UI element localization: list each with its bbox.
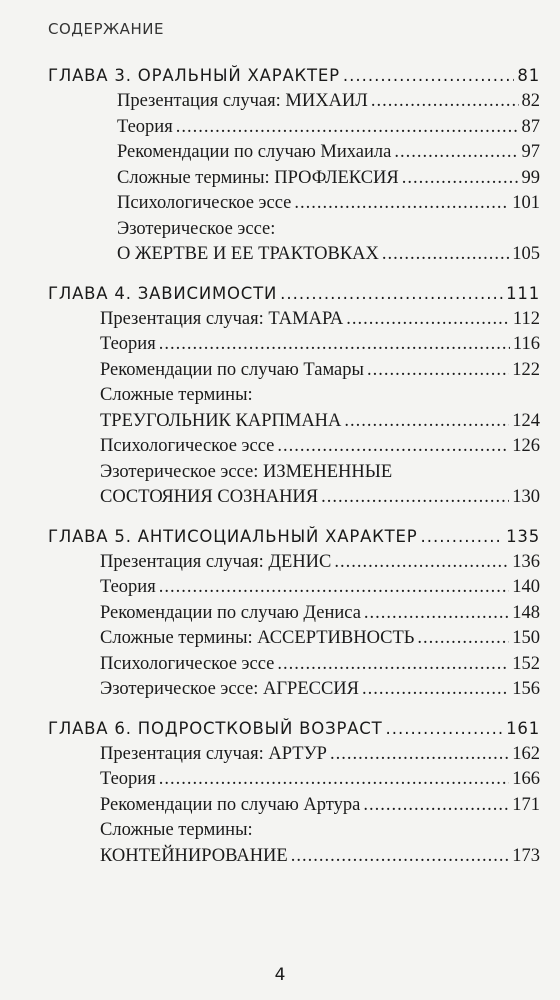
dot-leader [394,140,518,166]
toc-entry-text: Рекомендации по случаю Михаила [117,142,392,162]
toc-entry-page: 101 [512,193,540,213]
dot-leader [367,358,509,384]
toc-entry-page: 171 [512,794,540,815]
toc-entry-page: 99 [521,167,540,188]
toc-entry[interactable] [0,434,560,460]
chapter-section [0,62,560,268]
toc-entry-text: Презентация случая: ДЕНИС [100,551,332,572]
toc-entry-line[interactable] [0,460,560,486]
toc-entry-text: Психологическое эссе [100,653,275,674]
toc-entry-text: ТРЕУГОЛЬНИК КАРПМАНА [100,410,342,431]
dot-leader [346,307,510,333]
toc-entry[interactable] [0,115,560,141]
toc-entry-text: Теория [117,116,173,137]
toc-entry[interactable] [0,191,560,217]
toc-entry[interactable] [0,550,560,576]
dot-leader [159,332,510,358]
toc-entry-text: Эзотерическое эссе: [117,218,276,239]
dot-leader [364,601,509,627]
toc-entry-page: 124 [512,410,540,431]
dot-leader [382,242,509,268]
toc-entry-page: 166 [512,769,540,789]
dot-leader [330,742,509,768]
toc-entry-text: Теория [100,334,156,354]
toc-entry-text: Сложные термины: [100,820,253,840]
chapter-page: 161 [506,718,540,738]
toc-entry-line[interactable] [0,818,560,844]
toc-entry-text: Презентация случая: МИХАИЛ [117,91,368,111]
toc-entry-text: Сложные термины: АССЕРТИВНОСТЬ [100,628,415,648]
toc-entry[interactable] [0,742,560,768]
toc-entry-page: 130 [512,487,540,507]
toc-entry[interactable] [0,140,560,166]
chapter-title: ГЛАВА 4. ЗАВИСИМОСТИ [48,283,278,303]
toc-entry[interactable] [0,601,560,627]
running-header: СОДЕРЖАНИЕ [48,20,164,38]
chapter-heading[interactable] [0,523,560,550]
toc-entry-text: КОНТЕЙНИРОВАНИЕ [100,845,288,866]
toc-entry[interactable] [0,409,560,435]
dot-leader [371,89,519,115]
toc-entry-page: 140 [512,577,540,597]
toc-entry[interactable] [0,677,560,703]
toc-entry[interactable] [0,358,560,384]
toc-entry-page: 126 [512,436,540,456]
dot-leader [343,62,514,89]
chapter-title: ГЛАВА 6. ПОДРОСТКОВЫЙ ВОЗРАСТ [48,718,383,738]
toc-entry-text: Психологическое эссе [100,436,275,456]
toc-entry[interactable] [0,307,560,333]
toc-entry-page: 148 [512,602,540,623]
dot-leader [386,715,504,742]
dot-leader [294,191,509,217]
toc-entry-line[interactable] [0,383,560,409]
toc-entry-text: Рекомендации по случаю Тамары [100,359,364,380]
toc-entry-page: 156 [512,679,540,699]
chapter-title: ГЛАВА 3. ОРАЛЬНЫЙ ХАРАКТЕР [48,66,340,85]
chapter-page: 81 [517,66,540,85]
dot-leader [291,844,510,870]
toc-entry-page: 173 [512,845,540,866]
page-number: 4 [274,965,286,985]
toc-entry-line[interactable] [0,217,560,243]
dot-leader [402,166,519,192]
toc-entry[interactable] [0,767,560,793]
dot-leader [321,485,509,511]
toc-entry[interactable] [0,793,560,819]
toc-entry-text: Эзотерическое эссе: ИЗМЕНЕННЫЕ [100,461,393,482]
toc-entry-page: 97 [521,142,540,162]
chapter-heading[interactable] [0,280,560,307]
toc-entry-text: Эзотерическое эссе: АГРЕССИЯ [100,679,359,699]
dot-leader [334,550,509,576]
chapter-heading[interactable] [0,715,560,742]
toc-entry-text: Презентация случая: ТАМАРА [100,308,344,329]
dot-leader [362,677,509,703]
toc-entry[interactable] [0,485,560,511]
dot-leader [277,652,509,678]
toc-entry-text: Психологическое эссе [117,193,292,213]
dot-leader [280,280,503,307]
toc-entry-text: Сложные термины: [100,385,253,405]
chapter-page: 135 [506,526,540,546]
toc-entry-text: Теория [100,769,156,789]
dot-leader [344,409,509,435]
toc-entry-text: О ЖЕРТВЕ И ЕЕ ТРАКТОВКАХ [117,244,379,264]
toc-entry-text: Теория [100,577,156,597]
chapter-section [0,523,560,703]
toc-entry-page: 152 [512,653,540,674]
toc-entry-text: Рекомендации по случаю Дениса [100,602,361,623]
toc-entry[interactable] [0,844,560,870]
toc-entry-page: 112 [512,308,540,329]
chapter-heading[interactable] [0,62,560,89]
toc-entry-text: Рекомендации по случаю Артура [100,794,361,815]
toc-entry-text: Презентация случая: АРТУР [100,743,327,764]
chapter-section [0,715,560,870]
toc-entry-page: 87 [521,116,540,137]
toc-entry-page: 162 [512,743,540,764]
chapter-title: ГЛАВА 5. АНТИСОЦИАЛЬНЫЙ ХАРАКТЕР [48,526,418,546]
toc-entry[interactable] [0,166,560,192]
toc-entry[interactable] [0,332,560,358]
toc-entry[interactable] [0,652,560,678]
toc-entry[interactable] [0,575,560,601]
chapter-page: 111 [506,283,540,303]
dot-leader [277,434,509,460]
toc-entry[interactable] [0,242,560,268]
toc-entry-text: Сложные термины: ПРОФЛЕКСИЯ [117,167,399,188]
toc-entry-page: 105 [512,244,540,264]
toc-entry-page: 150 [512,628,540,648]
dot-leader [159,767,510,793]
toc-entry[interactable] [0,89,560,115]
toc-entry-page: 122 [512,359,540,380]
dot-leader [417,626,509,652]
dot-leader [159,575,510,601]
dot-leader [363,793,509,819]
chapter-section [0,280,560,511]
toc-entry-page: 136 [512,551,540,572]
dot-leader [421,523,504,550]
toc-entry-text: СОСТОЯНИЯ СОЗНАНИЯ [100,487,319,507]
dot-leader [176,115,519,141]
toc-entry-page: 116 [512,334,540,354]
toc-entry-page: 82 [521,91,540,111]
toc-entry[interactable] [0,626,560,652]
table-of-contents [0,62,560,881]
